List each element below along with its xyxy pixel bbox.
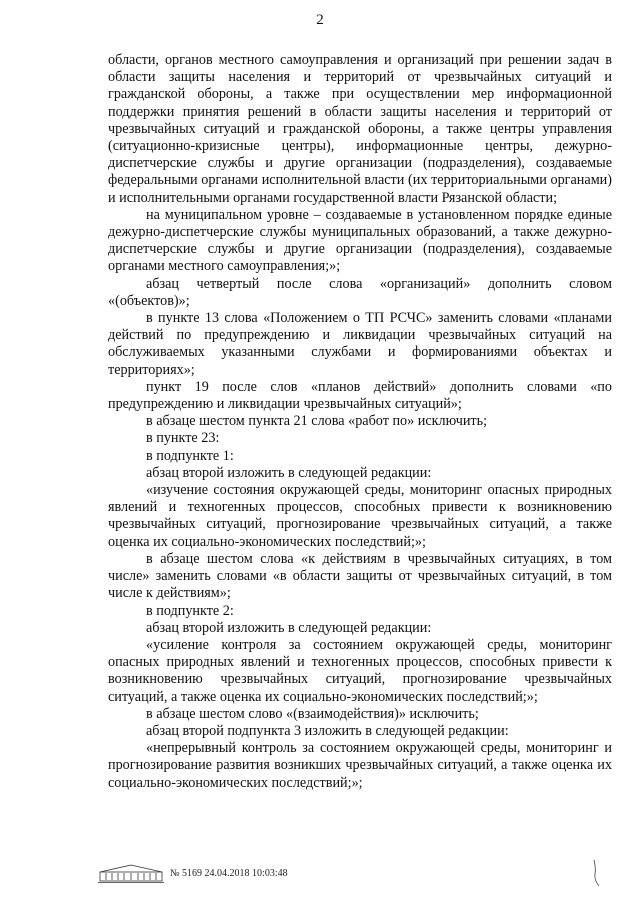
paragraph: абзац второй подпункта 3 изложить в следующей редакции:	[146, 722, 509, 739]
registration-stamp: № 5169 24.04.2018 10:03:48	[170, 867, 288, 879]
paragraph: в пункте 23:	[146, 430, 220, 447]
pen-mark-icon	[590, 858, 604, 888]
paragraph: в абзаце шестом пункта 21 слова «работ по» исключить;	[146, 413, 488, 430]
page-number: 2	[316, 12, 324, 28]
paragraph: в подпункте 2:	[146, 602, 234, 619]
paragraph: в абзаце шестом слово «(взаимодействия)» исключить;	[146, 705, 479, 722]
paragraph: абзац четвертый после слова «организаций» дополнить словом «(объектов)»;	[108, 275, 612, 309]
paragraph: абзац второй изложить в следующей редакции:	[146, 619, 432, 636]
footer-stamp	[98, 862, 288, 884]
paragraph: абзац второй изложить в следующей редакции:	[146, 464, 432, 481]
paragraph: «непрерывный контроль за состоянием окружающей среды, мониторинг и прогнозирование развития возникших чрезвычайных ситуаций, а также оценка их социально-экономических последствий;»;	[108, 740, 612, 791]
paragraph: на муниципальном уровне – создаваемые в установленном порядке единые дежурно-диспетчерские службы муниципальных образований, а также дежурно-диспетчерские службы и другие организации (подразделения), создаваемые органами местного самоуправления;»;	[108, 206, 612, 275]
paragraph: пункт 19 после слов «планов действий» дополнить словами «по предупреждению и ликвидации чрезвычайных ситуаций»;	[108, 378, 612, 413]
building-logo-icon	[98, 862, 164, 884]
paragraph: в пункте 13 слова «Положением о ТП РСЧС» заменить словами «планами действий по предупреждению и ликвидации чрезвычайных ситуаций на обслуживаемых указанными службами и формированиями объектах и территориях»;	[108, 310, 612, 378]
paragraph: «усиление контроля за состоянием окружающей среды, мониторинг опасных природных явлений и техногенных процессов, способных привести к возникновению чрезвычайных ситуаций, прогнозирование чрезвычайных ситуаций, а также оценка их социально-экономических последствий;»;	[108, 636, 612, 705]
paragraph: области, органов местного самоуправления и организаций при решении задач в области защиты населения и территорий от чрезвычайных ситуаций и гражданской обороны, а также при осуществлении мер информационной поддержки принятия решений в области защиты населения и территорий от чрезвычайных ситуаций и гражданской обороны, а также центры управления (ситуационно-кризисные центры), информационные центры, дежурно-диспетчерские службы и другие организации (подразделения), создаваемые федеральными органами исполнительной власти (их территориальными органами) и исполнительными органами государственной власти Рязанской области;	[108, 52, 612, 206]
paragraph: в абзаце шестом слова «к действиям в чрезвычайных ситуациях, в том числе» заменить словами «в области защиты от чрезвычайных ситуаций, в том числе к действиям»;	[108, 550, 612, 602]
document-body	[108, 52, 612, 792]
paragraph: «изучение состояния окружающей среды, мониторинг опасных природных явлений и техногенных процессов, способных привести к возникновению чрезвычайных ситуаций, прогнозирование чрезвычайных ситуаций, а также оценка их социально-экономических последствий;»;	[108, 482, 612, 550]
paragraph: в подпункте 1:	[146, 447, 234, 464]
